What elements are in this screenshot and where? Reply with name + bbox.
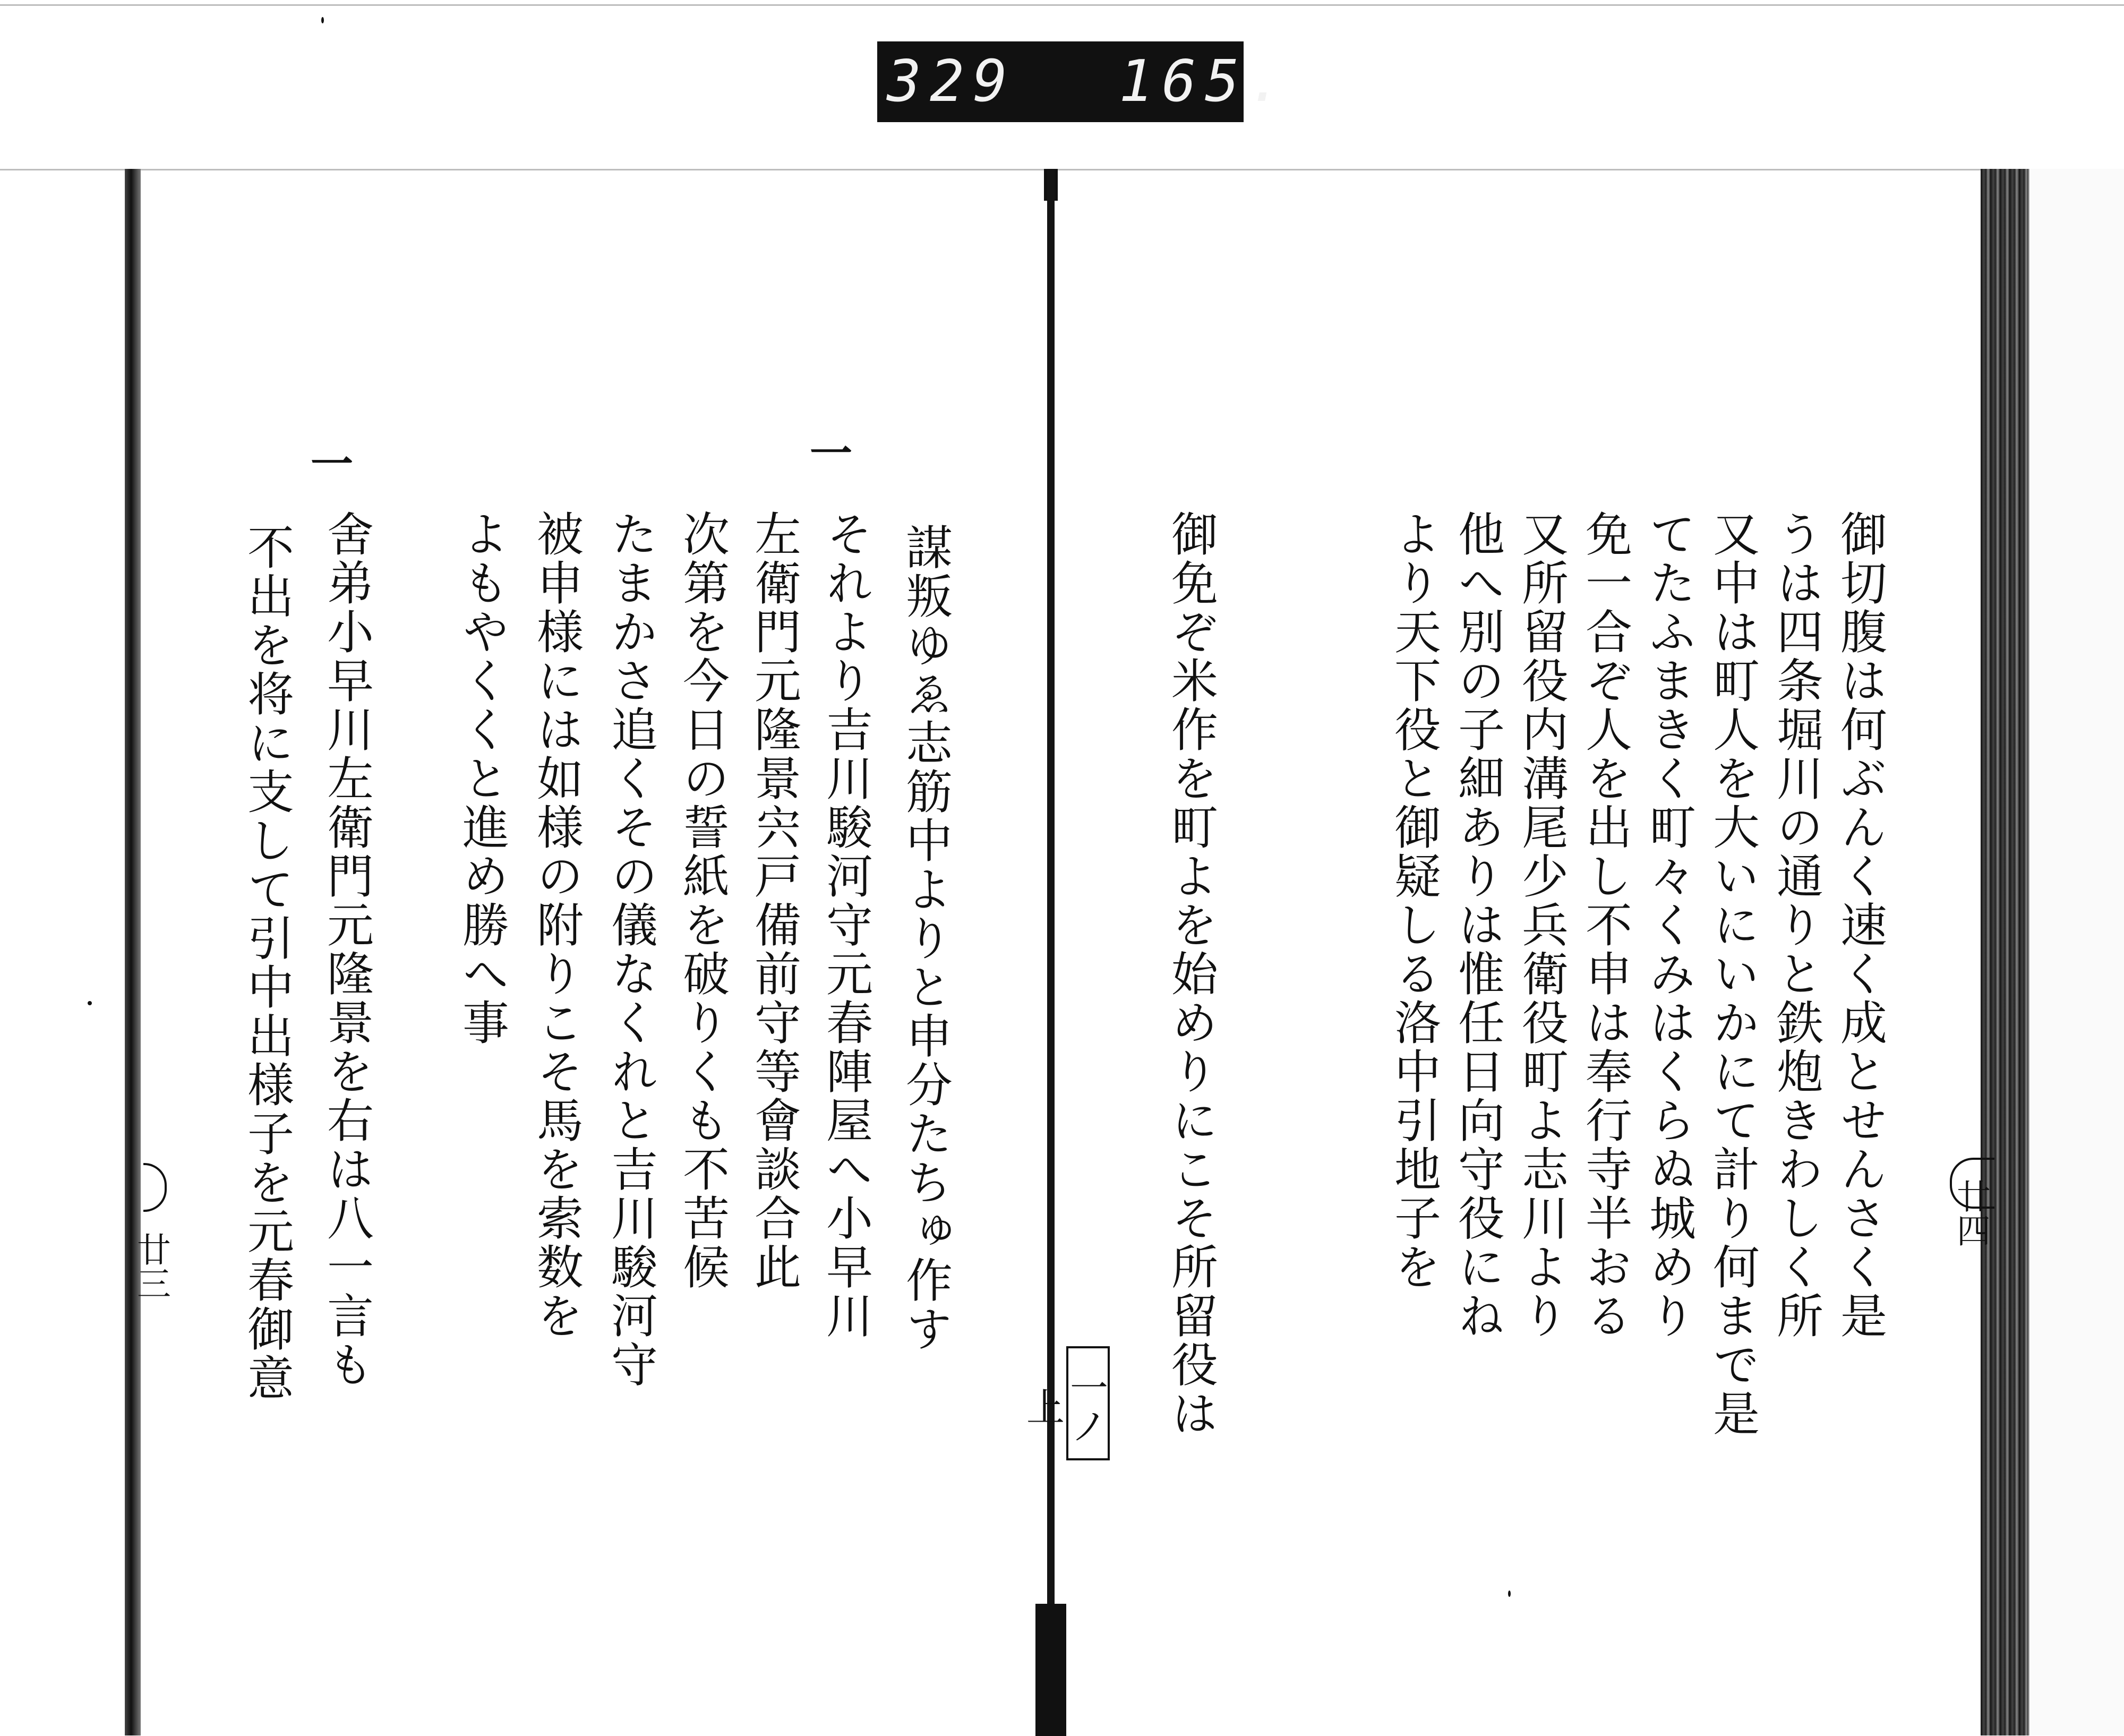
item-mark: 一 [311, 439, 353, 489]
scan-page-line [0, 169, 2124, 170]
text-column: 被申様には如様の附りこそ馬を索数を [529, 510, 584, 1340]
text-column: てたふまきく町々くみはくらぬ城めり [1642, 510, 1697, 1340]
text-column: 左衛門元隆景宍戸備前守等會談合此 [747, 510, 802, 1292]
text-column: 免一合ぞ人を出し不申は奉行寺半おる [1578, 510, 1633, 1340]
text-column: 他へ別の子細ありは惟任日向守役にね [1451, 510, 1505, 1340]
text-column: 御切腹は何ぶんく速く成とせんさく是 [1833, 510, 1888, 1340]
text-column: よもやくくと進め勝へ事 [455, 510, 510, 1047]
text-column: より天下役と御疑しる洛中引地子を [1387, 510, 1442, 1292]
left-book-edge [125, 169, 141, 1735]
folio-number: 廿四 [1951, 1179, 1990, 1247]
item-mark: 一 [810, 429, 852, 478]
right-book-edge [1981, 169, 2028, 1735]
right-margin [2028, 169, 2124, 1735]
text-column: 不出を将に支して引中出様子を元春御意 [240, 523, 295, 1403]
scan-top-line [0, 4, 2124, 6]
frame-number: 329 [887, 48, 1016, 115]
text-column: うは四条堀川の通りと鉄炮きわしく所 [1769, 510, 1824, 1340]
text-column: 次第を今日の誓紙を破りくも不苦候 [675, 510, 730, 1292]
text-column: 舍弟小早川左衛門元隆景を右は八一言も [320, 510, 374, 1389]
text-column: それより吉川駿河守元春陣屋へ小早川 [819, 510, 873, 1340]
text-column: たまかさ追くその儀なくれと吉川駿河守 [604, 510, 658, 1389]
text-column: 御免ぞ米作を町よを始めりにこそ所留役は [1164, 510, 1219, 1438]
binding-ring-icon [143, 1163, 167, 1212]
text-column: 謀叛ゆゑ志筋中よりと申分たちゅ作す [898, 523, 953, 1354]
text-column: 又所留役内溝尾少兵衛役町よ志川より [1514, 510, 1569, 1340]
folio-number: 廿三 [131, 1232, 170, 1300]
frame-counter [877, 41, 1291, 122]
scan-speck [88, 1001, 92, 1005]
page-number: 165. [1119, 48, 1291, 115]
gutter-clip [1035, 1604, 1066, 1736]
text-column: 又中は町人を大いにいかにて計り何まで是 [1706, 510, 1760, 1438]
section-label: 一ノ上 [1066, 1346, 1110, 1460]
scan-speck [1508, 1590, 1511, 1597]
scan-speck [321, 17, 324, 23]
